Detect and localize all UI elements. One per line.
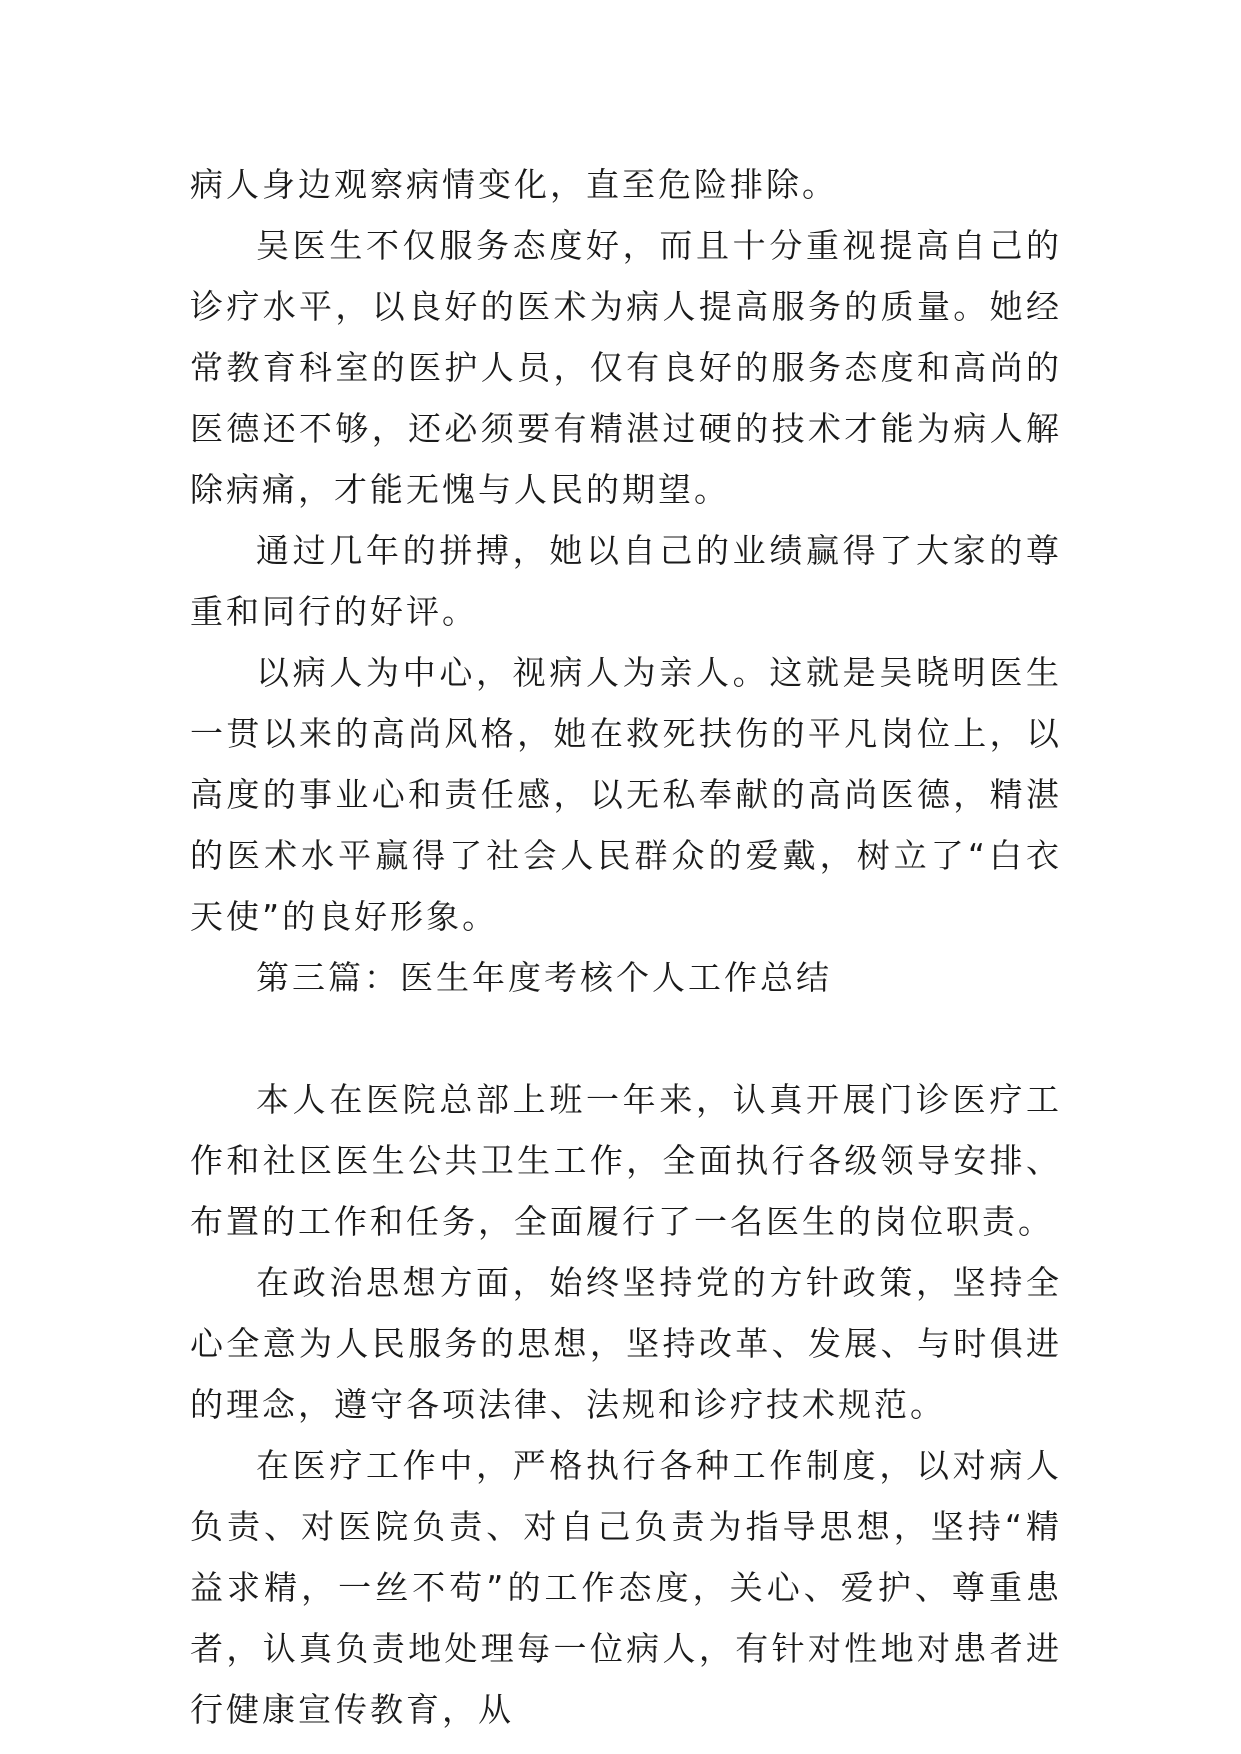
paragraph: 吴医生不仅服务态度好，而且十分重视提高自己的诊疗水平，以良好的医术为病人提高服务的质量。她经常教育科室的医护人员，仅有良好的服务态度和高尚的医德还不够，还必须要有精湛过硬的技术才能为病人解除病痛，才能无愧与人民的期望。 (190, 226, 1062, 509)
document-body (190, 154, 1062, 1740)
paragraph: 病人身边观察病情变化，直至危险排除。 (190, 165, 838, 204)
paragraph: 在政治思想方面，始终坚持党的方针政策，坚持全心全意为人民服务的思想，坚持改革、发展、与时俱进的理念，遵守各项法律、法规和诊疗技术规范。 (190, 1263, 1062, 1424)
paragraph: 通过几年的拼搏，她以自己的业绩赢得了大家的尊重和同行的好评。 (190, 531, 1062, 631)
paragraph: 在医疗工作中，严格执行各种工作制度，以对病人负责、对医院负责、对自己负责为指导思想，坚持“精益求精，一丝不苟”的工作态度，关心、爱护、尊重患者，认真负责地处理每一位病人，有针对性地对患者进行健康宣传教育，从 (190, 1446, 1062, 1729)
blank-line (190, 1008, 1062, 1069)
paragraph: 以病人为中心，视病人为亲人。这就是吴晓明医生一贯以来的高尚风格，她在救死扶伤的平凡岗位上，以高度的事业心和责任感，以无私奉献的高尚医德，精湛的医术水平赢得了社会人民群众的爱戴，树立了“白衣天使”的良好形象。 (190, 653, 1062, 936)
paragraph: 本人在医院总部上班一年来，认真开展门诊医疗工作和社区医生公共卫生工作，全面执行各级领导安排、布置的工作和任务，全面履行了一名医生的岗位职责。 (190, 1080, 1062, 1241)
section-heading: 第三篇：医生年度考核个人工作总结 (256, 958, 832, 997)
